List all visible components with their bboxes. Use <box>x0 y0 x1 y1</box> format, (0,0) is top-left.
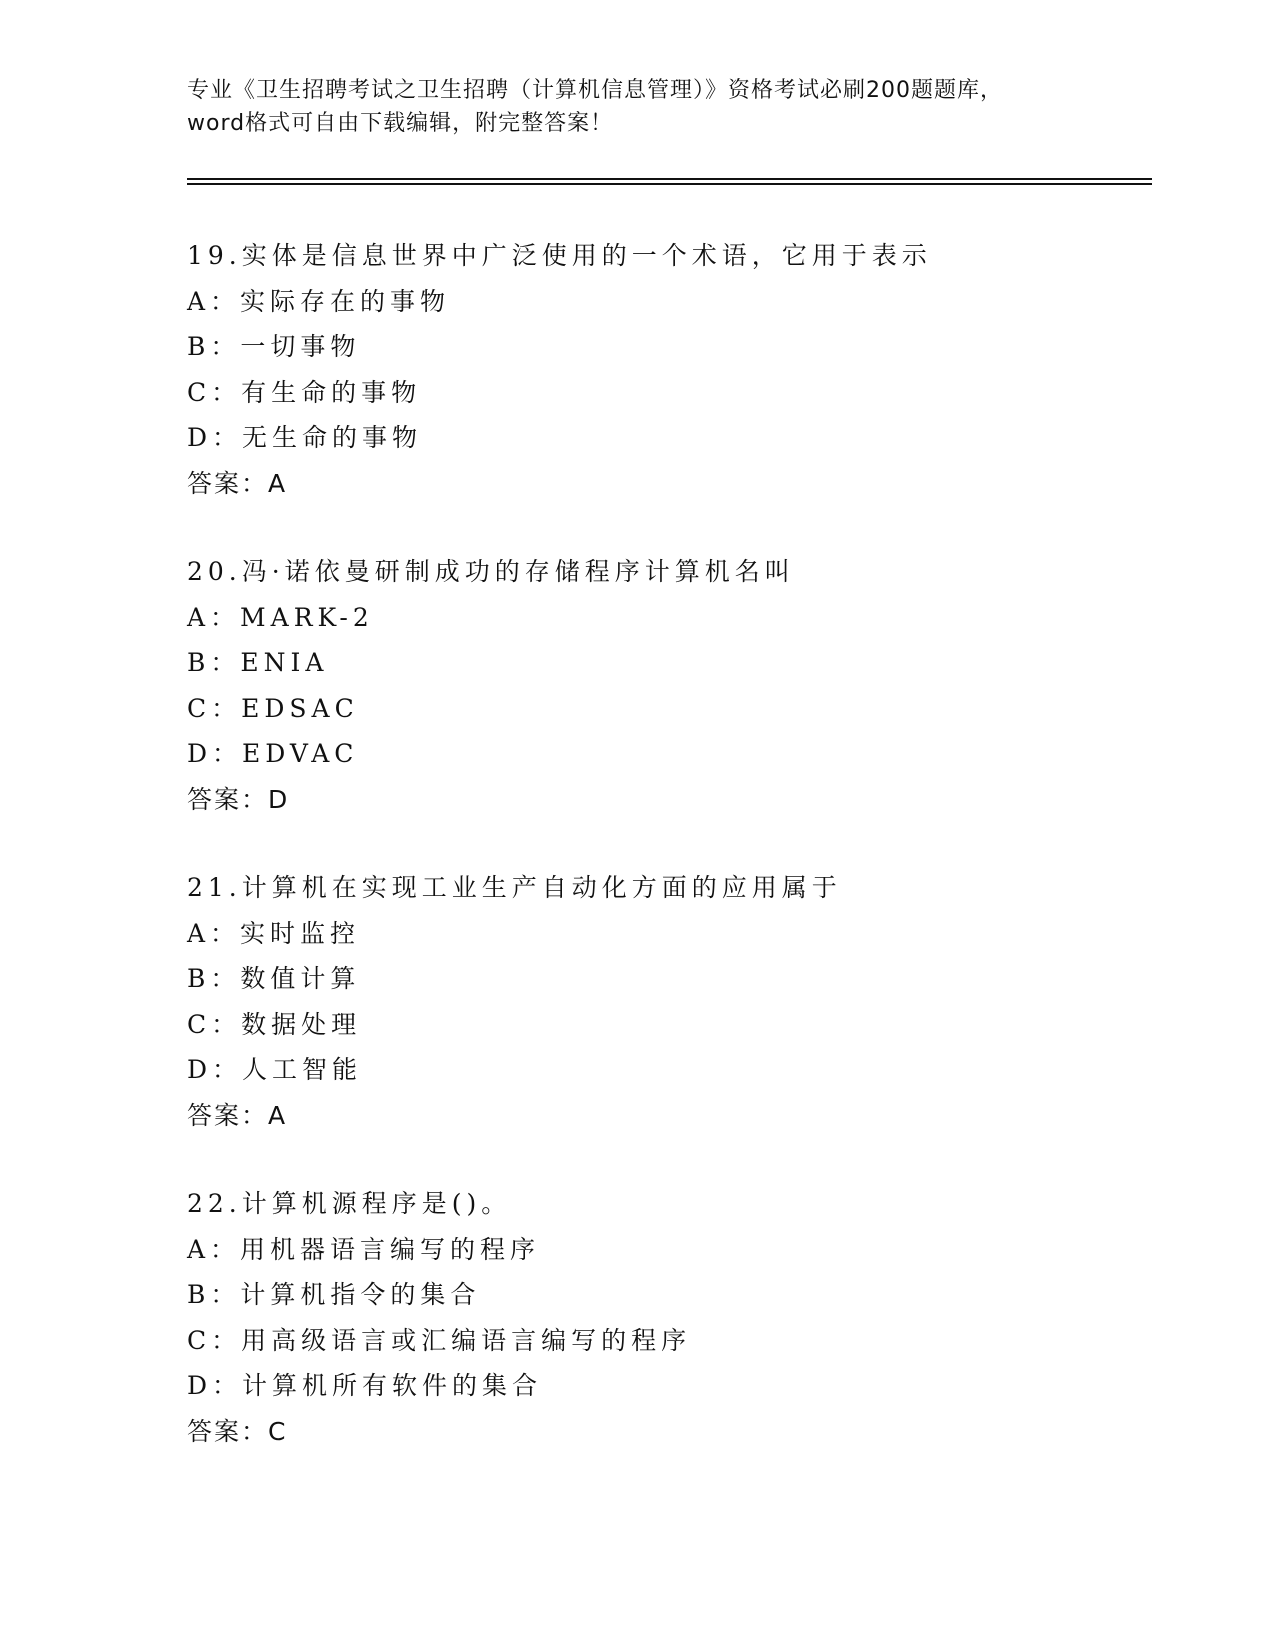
option-d: D：EDVAC <box>187 739 359 769</box>
answer: 答案：A <box>187 1100 288 1130</box>
option-c: C：用高级语言或汇编语言编写的程序 <box>187 1325 692 1355</box>
header-divider-bottom <box>187 183 1152 185</box>
option-a: A：用机器语言编写的程序 <box>187 1234 541 1264</box>
answer: 答案：A <box>187 468 288 498</box>
option-d: D：计算机所有软件的集合 <box>187 1371 543 1401</box>
option-a: A：实际存在的事物 <box>187 286 451 316</box>
header-divider-top <box>187 178 1152 180</box>
option-a: A：实时监控 <box>187 918 361 948</box>
header-line-1: 专业《卫生招聘考试之卫生招聘（计算机信息管理）》资格考试必刷200题题库， <box>187 78 1003 103</box>
option-b: B：ENIA <box>187 648 329 678</box>
option-b: B：数值计算 <box>187 964 361 994</box>
question-21 <box>187 865 1137 1139</box>
header-line-2: word格式可自由下载编辑，附完整答案！ <box>187 111 614 136</box>
option-d: D：人工智能 <box>187 1055 363 1085</box>
option-b: B：一切事物 <box>187 332 361 362</box>
answer: 答案：D <box>187 784 290 814</box>
question-stem: 21.计算机在实现工业生产自动化方面的应用属于 <box>187 873 842 902</box>
document-header <box>187 74 1087 140</box>
option-a: A：MARK-2 <box>187 602 374 632</box>
option-d: D：无生命的事物 <box>187 423 423 453</box>
option-c: C：EDSAC <box>187 693 359 723</box>
question-stem: 22.计算机源程序是()。 <box>187 1189 512 1218</box>
question-19 <box>187 233 1137 507</box>
question-stem: 20.冯·诺依曼研制成功的存储程序计算机名叫 <box>187 557 795 586</box>
option-b: B：计算机指令的集合 <box>187 1280 481 1310</box>
option-c: C：数据处理 <box>187 1009 362 1039</box>
question-22 <box>187 1181 1137 1455</box>
question-20 <box>187 549 1137 823</box>
answer: 答案：C <box>187 1416 288 1446</box>
option-c: C：有生命的事物 <box>187 377 422 407</box>
question-stem: 19.实体是信息世界中广泛使用的一个术语，它用于表示 <box>187 241 932 270</box>
